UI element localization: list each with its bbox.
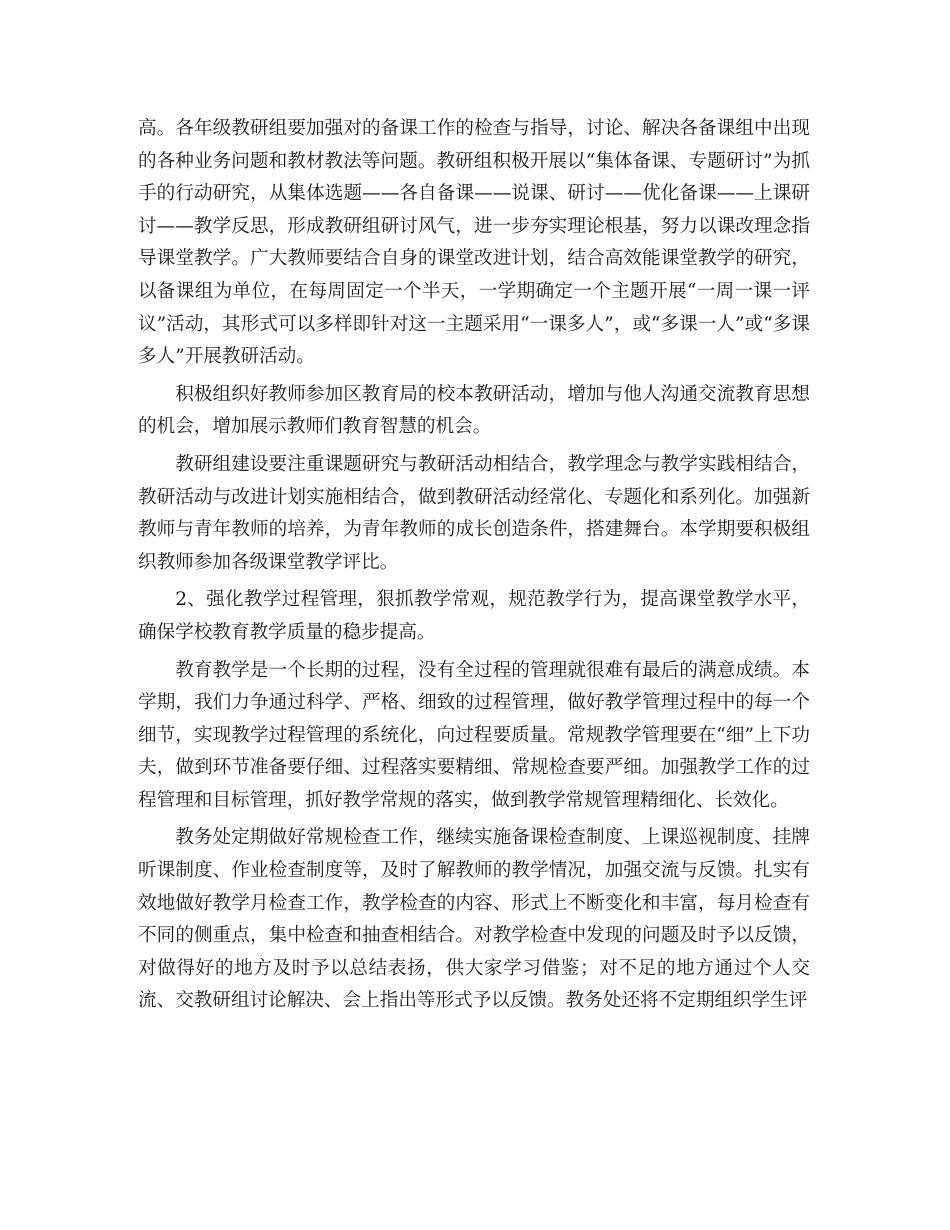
paragraph-3: 教研组建设要注重课题研究与教研活动相结合，教学理念与教学实践相结合，教研活动与改进计划实施相结合，做到教研活动经常化、专题化和系列化。加强新教师与青年教师的培养，为青年教师的成长创造条件，搭建舞台。本学期要积极组织教师参加各级课堂教学评比。 [138,453,810,573]
paragraph-2: 积极组织好教师参加区教育局的校本教研活动，增加与他人沟通交流教育思想的机会，增加展示教师们教育智慧的机会。 [138,383,810,438]
paragraph-1: 高。各年级教研组要加强对的备课工作的检查与指导，讨论、解决各备课组中出现的各种业务问题和教材教法等问题。教研组积极开展以“集体备课、专题研讨”为抓手的行动研究，从集体选题——各自备课——说课、研讨——优化备课——上课研讨——教学反思，形成教研组研讨风气，进一步夯实理论根基，努力以课改理念指导课堂教学。广大教师要结合自身的课堂改进计划，结合高效能课堂教学的研究，以备课组为单位，在每周固定一个半天，一学期确定一个主题开展“一周一课一评议”活动，其形式可以多样即针对这一主题采用“一课多人”，或“多课一人”或“多课多人”开展教研活动。 [138,118,810,368]
document-body [138,113,810,1023]
paragraph-5: 教育教学是一个长期的过程，没有全过程的管理就很难有最后的满意成绩。本学期，我们力争通过科学、严格、细致的过程管理，做好教学管理过程中的每一个细节，实现教学过程管理的系统化，向过程要质量。常规教学管理要在“细”上下功夫，做到环节准备要仔细、过程落实要精细、常规检查要严细。加强教学工作的过程管理和目标管理，抓好教学常规的落实，做到教学常规管理精细化、长效化。 [138,659,810,811]
paragraph-6: 教务处定期做好常规检查工作，继续实施备课检查制度、上课巡视制度、挂牌听课制度、作业检查制度等，及时了解教师的教学情况，加强交流与反馈。扎实有效地做好教学月检查工作，教学检查的内容、形式上不断变化和丰富，每月检查有不同的侧重点，集中检查和抽查相结合。对教学检查中发现的问题及时予以反馈，对做得好的地方及时予以总结表扬，供大家学习借鉴；对不足的地方通过个人交流、交教研组讨论解决、会上指出等形式予以反馈。教务处还将不定期组织学生评 [138,827,810,1012]
paragraph-4-heading: 2、强化教学过程管理，狠抓教学常观，规范教学行为，提高课堂教学水平，确保学校教育教学质量的稳步提高。 [138,589,810,643]
